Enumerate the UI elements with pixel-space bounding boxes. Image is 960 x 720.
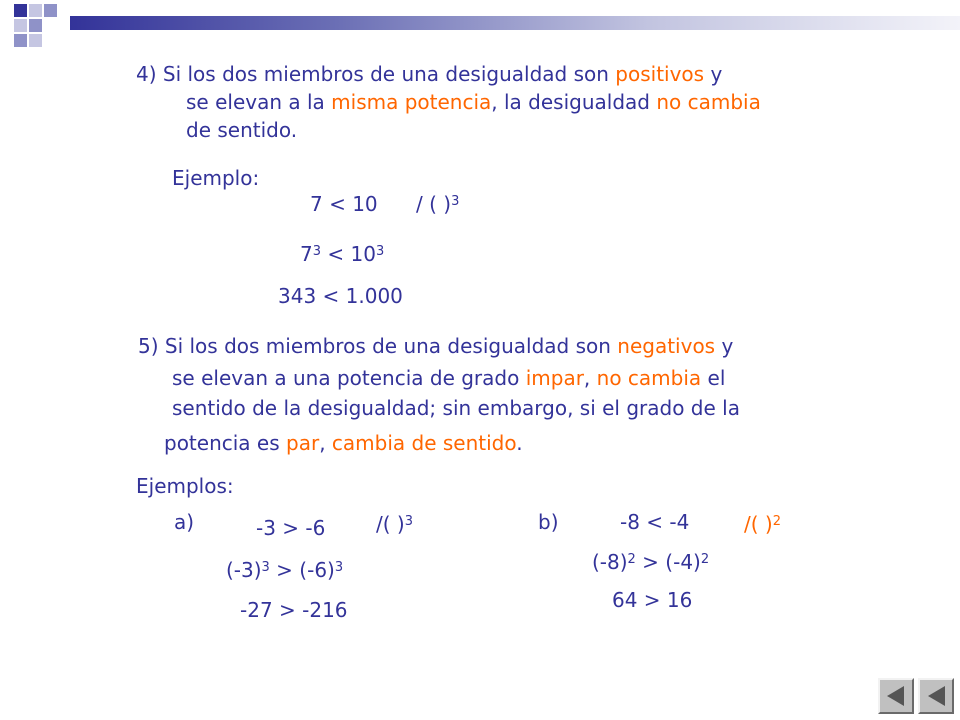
example1-step2: $7^3 < 10^3$ — [300, 242, 385, 266]
previous-slide-icon — [880, 680, 912, 712]
next-slide-button[interactable] — [918, 678, 954, 714]
example-b-step2: $(-8)^2 > (-4)^2$ — [592, 550, 710, 574]
example-a-label: a) — [174, 510, 195, 534]
rule4-line3: de sentido. — [186, 118, 298, 142]
rule5-line3: sentido de la desigualdad; sin embargo, si el grado de la — [172, 396, 740, 420]
rule5-line2: se elevan a una potencia de grado impar, no cambia el — [172, 366, 726, 390]
header-gradient-bar — [70, 16, 960, 30]
example1-step1: 7 < 10 — [310, 192, 378, 216]
example-a-operation: /( )$^3$ — [376, 512, 413, 536]
rule4-line1: 4) Si los dos miembros de una desigualdad son positivos y — [136, 62, 723, 86]
example-a-step3: -27 > -216 — [240, 598, 348, 622]
next-slide-icon — [920, 680, 952, 712]
rule5-line1: 5) Si los dos miembros de una desigualdad son negativos y — [138, 334, 734, 358]
corner-squares-decoration — [0, 0, 70, 60]
rule4-line2: se elevan a la misma potencia, la desigualdad no cambia — [186, 90, 761, 114]
example1-step3: 343 < 1.000 — [278, 284, 403, 308]
rule5-line4: potencia es par, cambia de sentido. — [164, 431, 523, 455]
example-a-step2: $(-3)^3 > (-6)^3$ — [226, 558, 344, 582]
example-a-step1: -3 > -6 — [256, 516, 326, 540]
example1-operation: / ( )$^3$ — [416, 192, 460, 216]
examples-label: Ejemplos: — [136, 474, 234, 498]
previous-slide-button[interactable] — [878, 678, 914, 714]
example-b-operation: /( )$^2$ — [744, 512, 781, 536]
example-b-label: b) — [538, 510, 559, 534]
example-b-step1: -8 < -4 — [620, 510, 690, 534]
example-b-step3: 64 > 16 — [612, 588, 693, 612]
example-label: Ejemplo: — [172, 166, 260, 190]
